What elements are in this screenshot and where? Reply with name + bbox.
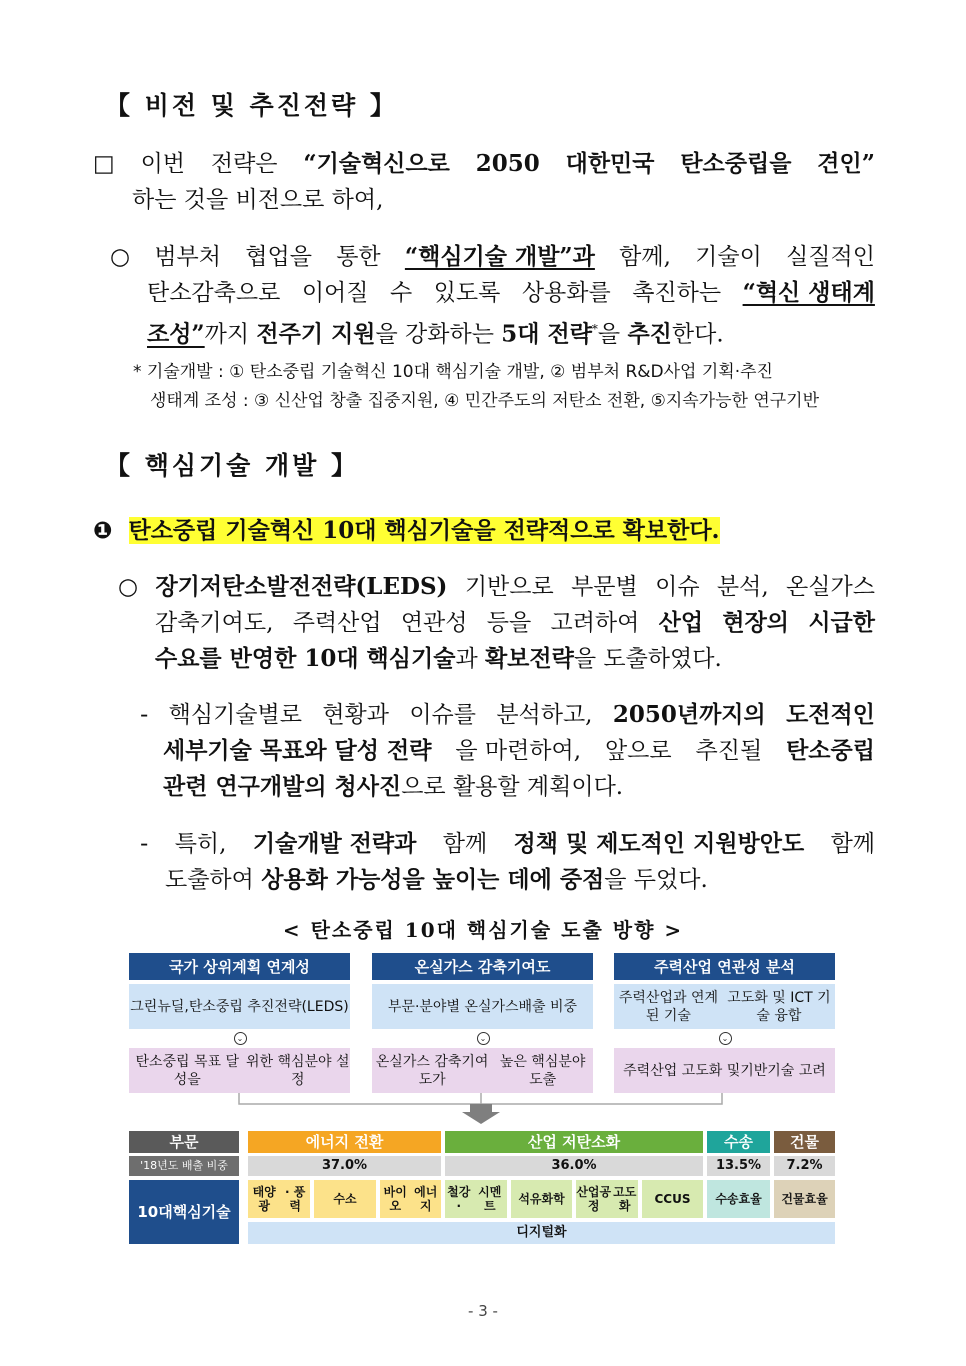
word: -	[140, 831, 149, 857]
word: 상용화를	[521, 280, 611, 306]
paragraph-analysis-line3: 관련 연구개발의 청사진으로 활용할 계획이다.	[163, 773, 624, 800]
criteria-result: 탄소중립 목표 달성을 위한 핵심분야 설정	[129, 1048, 350, 1093]
word: 범부처	[154, 244, 221, 270]
sector-share: 37.0%	[248, 1156, 441, 1176]
word: 고려하여	[550, 610, 640, 636]
tech-item: 철강· 시멘트	[445, 1180, 507, 1218]
sector-header: 산업 저탄소화	[445, 1131, 703, 1153]
word: 추진될	[695, 738, 763, 764]
word: 기술이	[695, 244, 762, 270]
footnote-line2: 생태계 조성 : ③ 신산업 창출 집중지원, ④ 민간주도의 저탄소 전환, ⑤지속가능한 연구기반	[150, 391, 820, 411]
sector-header: 수송	[707, 1131, 770, 1153]
paragraph-vision-line2: 하는 것을 비전으로 하여,	[132, 187, 384, 213]
word: 실질적인	[786, 244, 875, 270]
sector-header: 건물	[774, 1131, 835, 1153]
tech-item: 바이오 에너지	[380, 1180, 441, 1218]
tech-item: 산업공정 고도화	[576, 1180, 638, 1218]
tech-item: CCUS	[642, 1180, 703, 1218]
paragraph-strategy-line3: 조성”까지 전주기 지원을 강화하는 5대 전략*을 추진한다.	[147, 320, 724, 348]
word: 온실가스	[786, 574, 875, 600]
word: 협업을	[245, 244, 312, 270]
word: 이슈를	[409, 702, 476, 728]
section-title-vision: 【 비전 및 추진전략 】	[105, 91, 398, 120]
word: 주력산업	[292, 610, 382, 636]
criteria-result: 주력산업 고도화 및 기반기술 고려	[614, 1048, 835, 1093]
word: ○	[110, 244, 131, 270]
digitalization-bar: 디지털화	[248, 1222, 835, 1244]
sector-label: 부문	[129, 1131, 239, 1153]
chevron-down-icon: ⌄	[719, 1032, 732, 1045]
sector-header: 에너지 전환	[248, 1131, 441, 1153]
word: 탄소중립	[786, 737, 875, 764]
criteria-detail: 그린뉴딜, 탄소중립 추진전략(LEDS)	[129, 984, 350, 1029]
word: 장기저탄소발전전략(LEDS)	[155, 573, 448, 600]
word: 산업	[658, 609, 704, 636]
tech-label: 10대 핵심기술	[129, 1180, 239, 1244]
word: 정책 및 제도적인 지원방안도	[513, 830, 805, 857]
word: 촉진하는	[632, 280, 722, 306]
tech-item: 석유화학	[511, 1180, 572, 1218]
down-arrow-icon	[462, 1104, 500, 1124]
tech-item: 수소	[314, 1180, 376, 1218]
word: ○	[118, 574, 139, 600]
tech-item: 수송효율	[707, 1180, 770, 1218]
word: 시급한	[808, 609, 875, 636]
sector-share: 13.5%	[707, 1156, 770, 1176]
diagram-caption: < 탄소중립 10대 핵심기술 도출 방향 >	[282, 918, 684, 942]
word: 감축기여도,	[155, 610, 274, 636]
chevron-down-icon: ⌄	[234, 1032, 247, 1045]
criteria-detail: 부문·분야별 온실가스 배출 비중	[372, 984, 593, 1029]
paragraph-leds-line3: 수요를 반영한 10대 핵심기술과 확보전략을 도출하였다.	[155, 645, 722, 672]
sector-share: 7.2%	[774, 1156, 835, 1176]
footnote-line1: * 기술개발 : ① 탄소중립 기술혁신 10대 핵심기술 개발, ② 범부처 R&D사업 기획·추진	[133, 362, 773, 382]
word: 대한민국	[565, 150, 655, 177]
word: 분석하고,	[496, 702, 593, 728]
word: 세부기술 목표와 달성 전략	[163, 737, 432, 764]
word: “혁신 생태계	[742, 279, 875, 306]
word: 탄소감축으로	[147, 280, 281, 306]
tech-item: 건물효율	[774, 1180, 835, 1218]
section-title-core-tech: 【 핵심기술 개발 】	[105, 451, 360, 480]
word: 핵심기술별로	[168, 702, 302, 728]
word: 함께	[830, 831, 875, 857]
tech-item: 태양광 · 풍력	[248, 1180, 310, 1218]
word: 현장의	[722, 609, 790, 636]
sector-share: 36.0%	[445, 1156, 703, 1176]
word: 연관성	[400, 610, 468, 636]
criteria-header: 국가 상위계획 연계성	[129, 953, 350, 980]
word: 있도록	[433, 280, 501, 306]
criteria-header: 온실가스 감축기여도	[372, 953, 593, 980]
word: 탄소중립을	[680, 150, 792, 177]
criteria-result: 온실가스 감축기여도가 높은 핵심분야 도출	[372, 1048, 593, 1093]
word: 등을	[486, 610, 532, 636]
word: 전략은	[210, 151, 278, 177]
word: 을 마련하여,	[455, 738, 582, 764]
share-label: '18년도 배출 비중	[129, 1156, 239, 1176]
word: 수	[389, 280, 413, 306]
word: 이어질	[301, 280, 369, 306]
chevron-down-icon: ⌄	[477, 1032, 490, 1045]
word: 이슈	[655, 574, 700, 600]
paragraph-policy-line2: 도출하여 상용화 가능성을 높이는 데에 중점을 두었다.	[165, 866, 708, 893]
word: “핵심기술 개발”과	[404, 243, 595, 270]
word: 통한	[336, 244, 381, 270]
word: 분석,	[716, 574, 769, 600]
criteria-header: 주력산업 연관성 분석	[614, 953, 835, 980]
word: 도전적인	[786, 701, 875, 728]
word: 특히,	[174, 831, 227, 857]
word: “기술혁신으로	[303, 150, 450, 177]
word: 함께	[442, 831, 488, 857]
word: 2050년까지의	[612, 701, 766, 728]
criteria-detail: 주력산업과 연계된 기술 고도화 및 ICT 기술 융합	[614, 984, 835, 1029]
word: 2050	[475, 150, 540, 177]
word: 함께,	[619, 244, 671, 270]
word: 앞으로	[604, 738, 672, 764]
word: 견인”	[817, 150, 875, 177]
word: 부문별	[571, 574, 638, 600]
bullet-icon: ❶	[93, 518, 113, 544]
word: -	[140, 702, 149, 728]
word: 현황과	[322, 702, 389, 728]
word: 기술개발 전략과	[252, 830, 417, 857]
page-number: - 3 -	[468, 1302, 498, 1320]
word: 기반으로	[464, 574, 554, 600]
word: □	[93, 151, 115, 177]
word: 이번	[140, 151, 186, 177]
heading-core-tech: ❶ 탄소중립 기술혁신 10대 핵심기술을 전략적으로 확보한다.	[93, 517, 720, 544]
